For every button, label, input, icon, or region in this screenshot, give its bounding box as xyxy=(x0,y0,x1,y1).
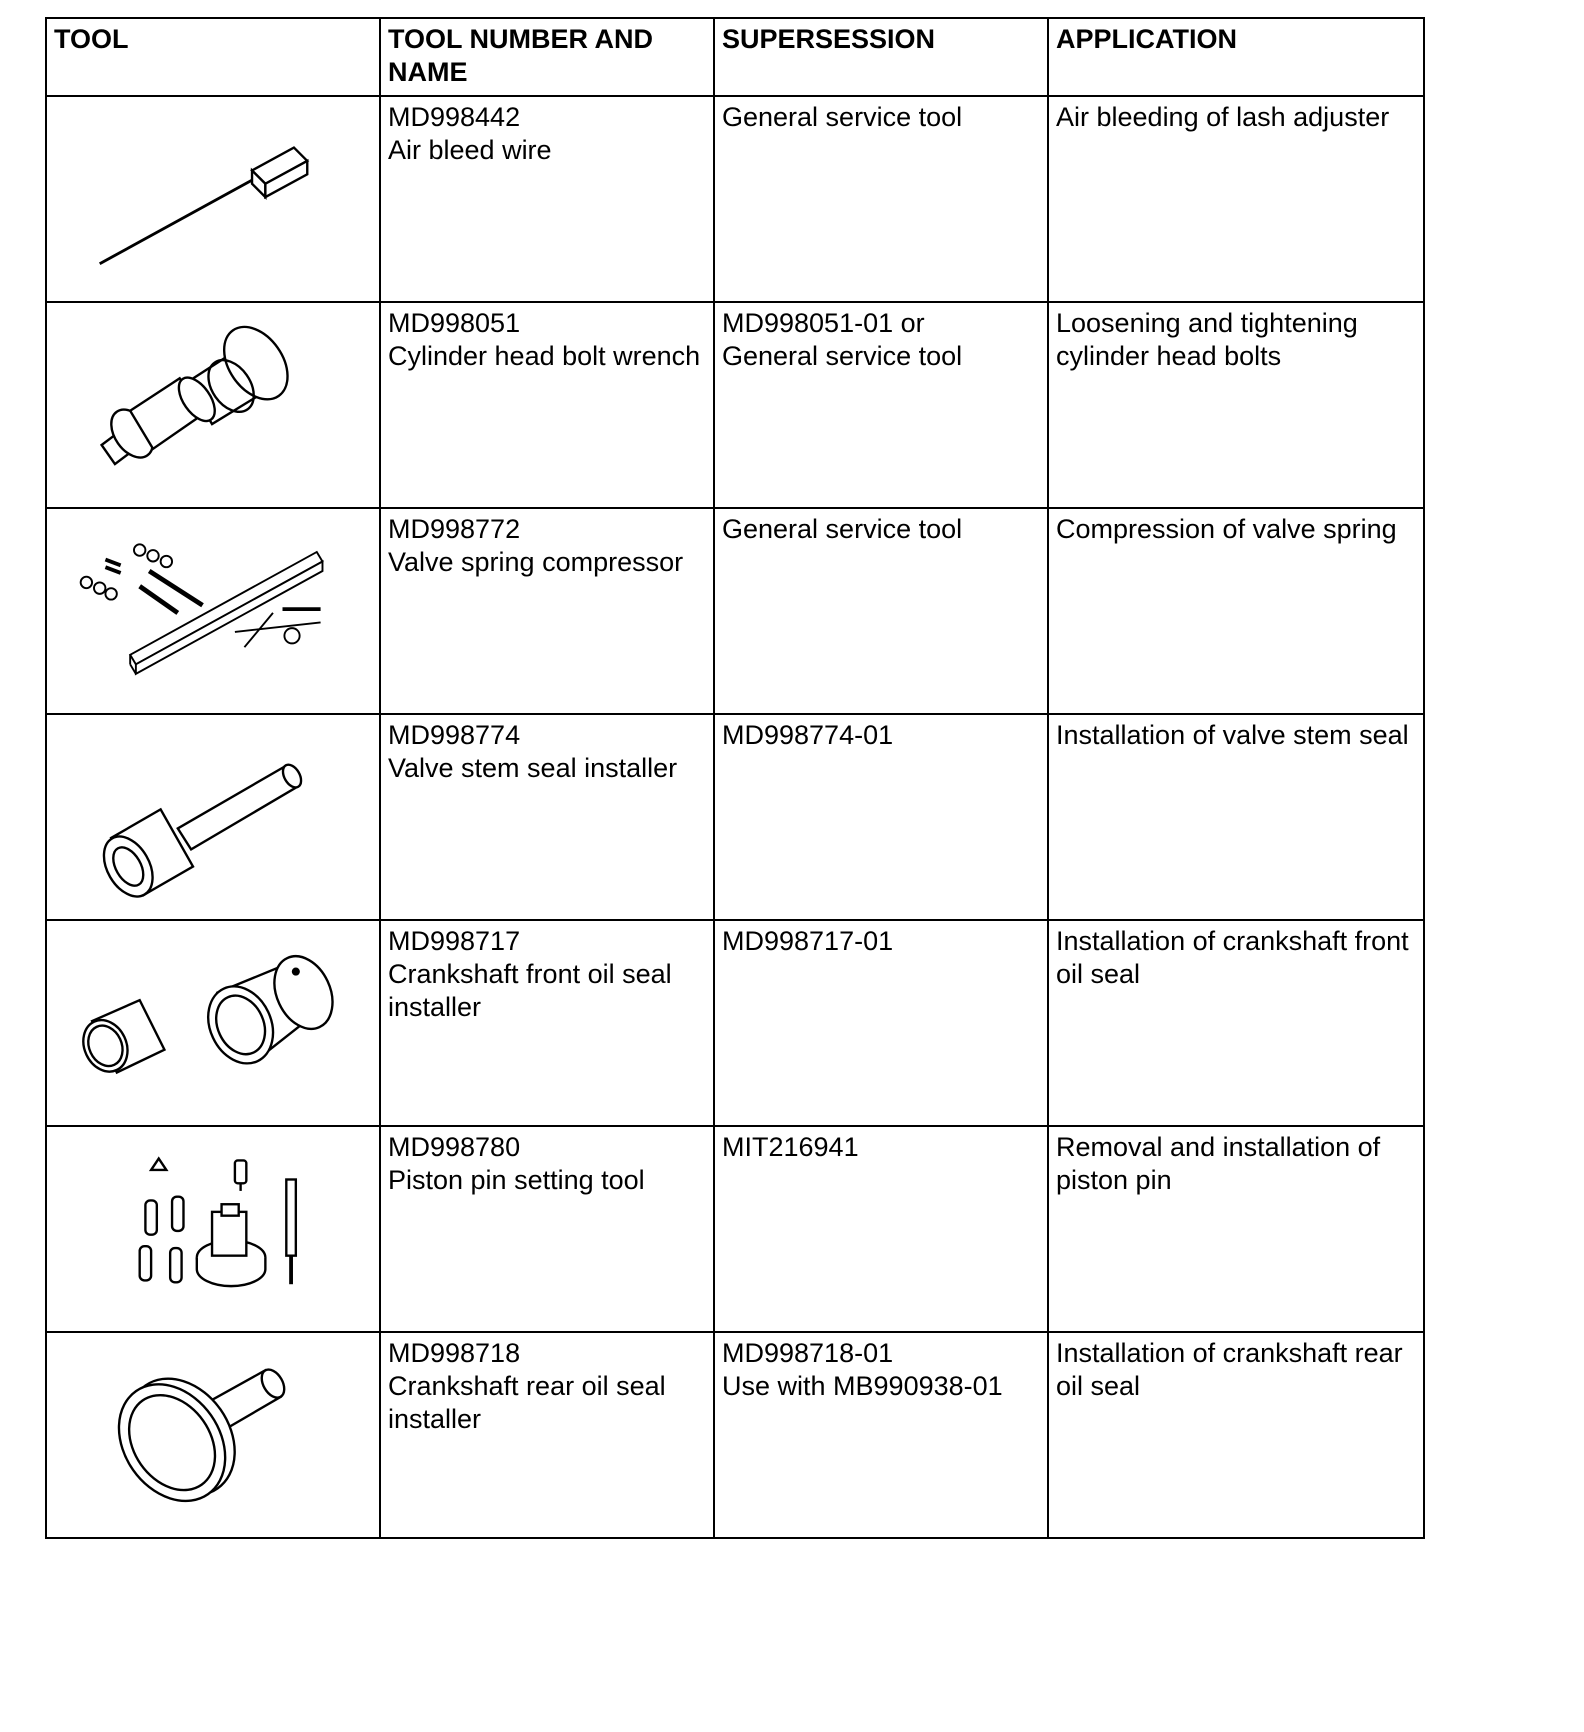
application-cell: Compression of valve spring xyxy=(1048,508,1424,714)
tool-illustration-cell xyxy=(46,302,380,508)
special-tools-table xyxy=(45,17,1425,1539)
table-row xyxy=(46,508,1424,714)
tool-name: Crankshaft rear oil seal installer xyxy=(388,1371,666,1434)
tool-illustration-cell xyxy=(46,714,380,920)
supersession-cell xyxy=(714,302,1048,508)
supersession-text: General service tool xyxy=(722,102,963,132)
tool-number: MD998717 xyxy=(388,926,521,956)
valve-stem-seal-installer-icon xyxy=(54,719,372,915)
tool-number: MD998774 xyxy=(388,720,521,750)
tool-number: MD998718 xyxy=(388,1338,521,1368)
tool-illustration-cell xyxy=(46,1332,380,1538)
tool-illustration-cell xyxy=(46,508,380,714)
tool-name: Valve spring compressor xyxy=(388,547,684,577)
supersession-text: MD998774-01 xyxy=(722,720,894,750)
valve-spring-compressor-icon xyxy=(54,513,372,709)
tool-illustration-cell xyxy=(46,920,380,1126)
piston-pin-setting-tool-icon xyxy=(54,1131,372,1327)
header-tool-number-and-name: TOOL NUMBER AND NAME xyxy=(380,18,714,96)
supersession-cell xyxy=(714,920,1048,1126)
tool-number-name-cell xyxy=(380,714,714,920)
supersession-cell xyxy=(714,714,1048,920)
supersession-text: MD998717-01 xyxy=(722,926,894,956)
application-cell: Installation of crankshaft front oil seal xyxy=(1048,920,1424,1126)
tool-number: MD998772 xyxy=(388,514,521,544)
application-cell: Installation of valve stem seal xyxy=(1048,714,1424,920)
header-supersession: SUPERSESSION xyxy=(714,18,1048,96)
tool-name: Cylinder head bolt wrench xyxy=(388,341,701,371)
tool-number-name-cell xyxy=(380,1126,714,1332)
tool-name: Valve stem seal installer xyxy=(388,753,678,783)
supersession-text: MIT216941 xyxy=(722,1132,859,1162)
header-tool: TOOL xyxy=(46,18,380,96)
crankshaft-front-oil-seal-installer-icon xyxy=(54,925,372,1121)
application-cell: Removal and installation of piston pin xyxy=(1048,1126,1424,1332)
crankshaft-rear-oil-seal-installer-icon xyxy=(54,1337,372,1533)
table-row xyxy=(46,96,1424,302)
tool-number-name-cell xyxy=(380,96,714,302)
table-row xyxy=(46,714,1424,920)
supersession-text: Use with MB990938-01 xyxy=(722,1371,1003,1401)
supersession-text: MD998718-01 xyxy=(722,1338,894,1368)
supersession-cell xyxy=(714,96,1048,302)
tool-number-name-cell xyxy=(380,1332,714,1538)
table-row xyxy=(46,920,1424,1126)
tool-name: Air bleed wire xyxy=(388,135,552,165)
tool-illustration-cell xyxy=(46,96,380,302)
cylinder-head-bolt-wrench-icon xyxy=(54,307,372,503)
application-cell: Installation of crankshaft rear oil seal xyxy=(1048,1332,1424,1538)
supersession-text: General service tool xyxy=(722,514,963,544)
header-application: APPLICATION xyxy=(1048,18,1424,96)
application-cell: Loosening and tightening cylinder head bolts xyxy=(1048,302,1424,508)
supersession-cell xyxy=(714,1332,1048,1538)
air-bleed-wire-icon xyxy=(54,101,372,297)
tool-name: Piston pin setting tool xyxy=(388,1165,645,1195)
table-row xyxy=(46,1126,1424,1332)
tool-number-name-cell xyxy=(380,302,714,508)
tool-number: MD998780 xyxy=(388,1132,521,1162)
tool-number: MD998051 xyxy=(388,308,521,338)
application-cell: Air bleeding of lash adjuster xyxy=(1048,96,1424,302)
header-row xyxy=(46,18,1424,96)
supersession-cell xyxy=(714,1126,1048,1332)
table-row xyxy=(46,302,1424,508)
table-row xyxy=(46,1332,1424,1538)
tool-number-name-cell xyxy=(380,920,714,1126)
supersession-cell xyxy=(714,508,1048,714)
supersession-text: MD998051-01 or xyxy=(722,308,925,338)
tool-number-name-cell xyxy=(380,508,714,714)
tool-name: Crankshaft front oil seal installer xyxy=(388,959,672,1022)
tool-illustration-cell xyxy=(46,1126,380,1332)
supersession-text: General service tool xyxy=(722,341,963,371)
tool-number: MD998442 xyxy=(388,102,521,132)
